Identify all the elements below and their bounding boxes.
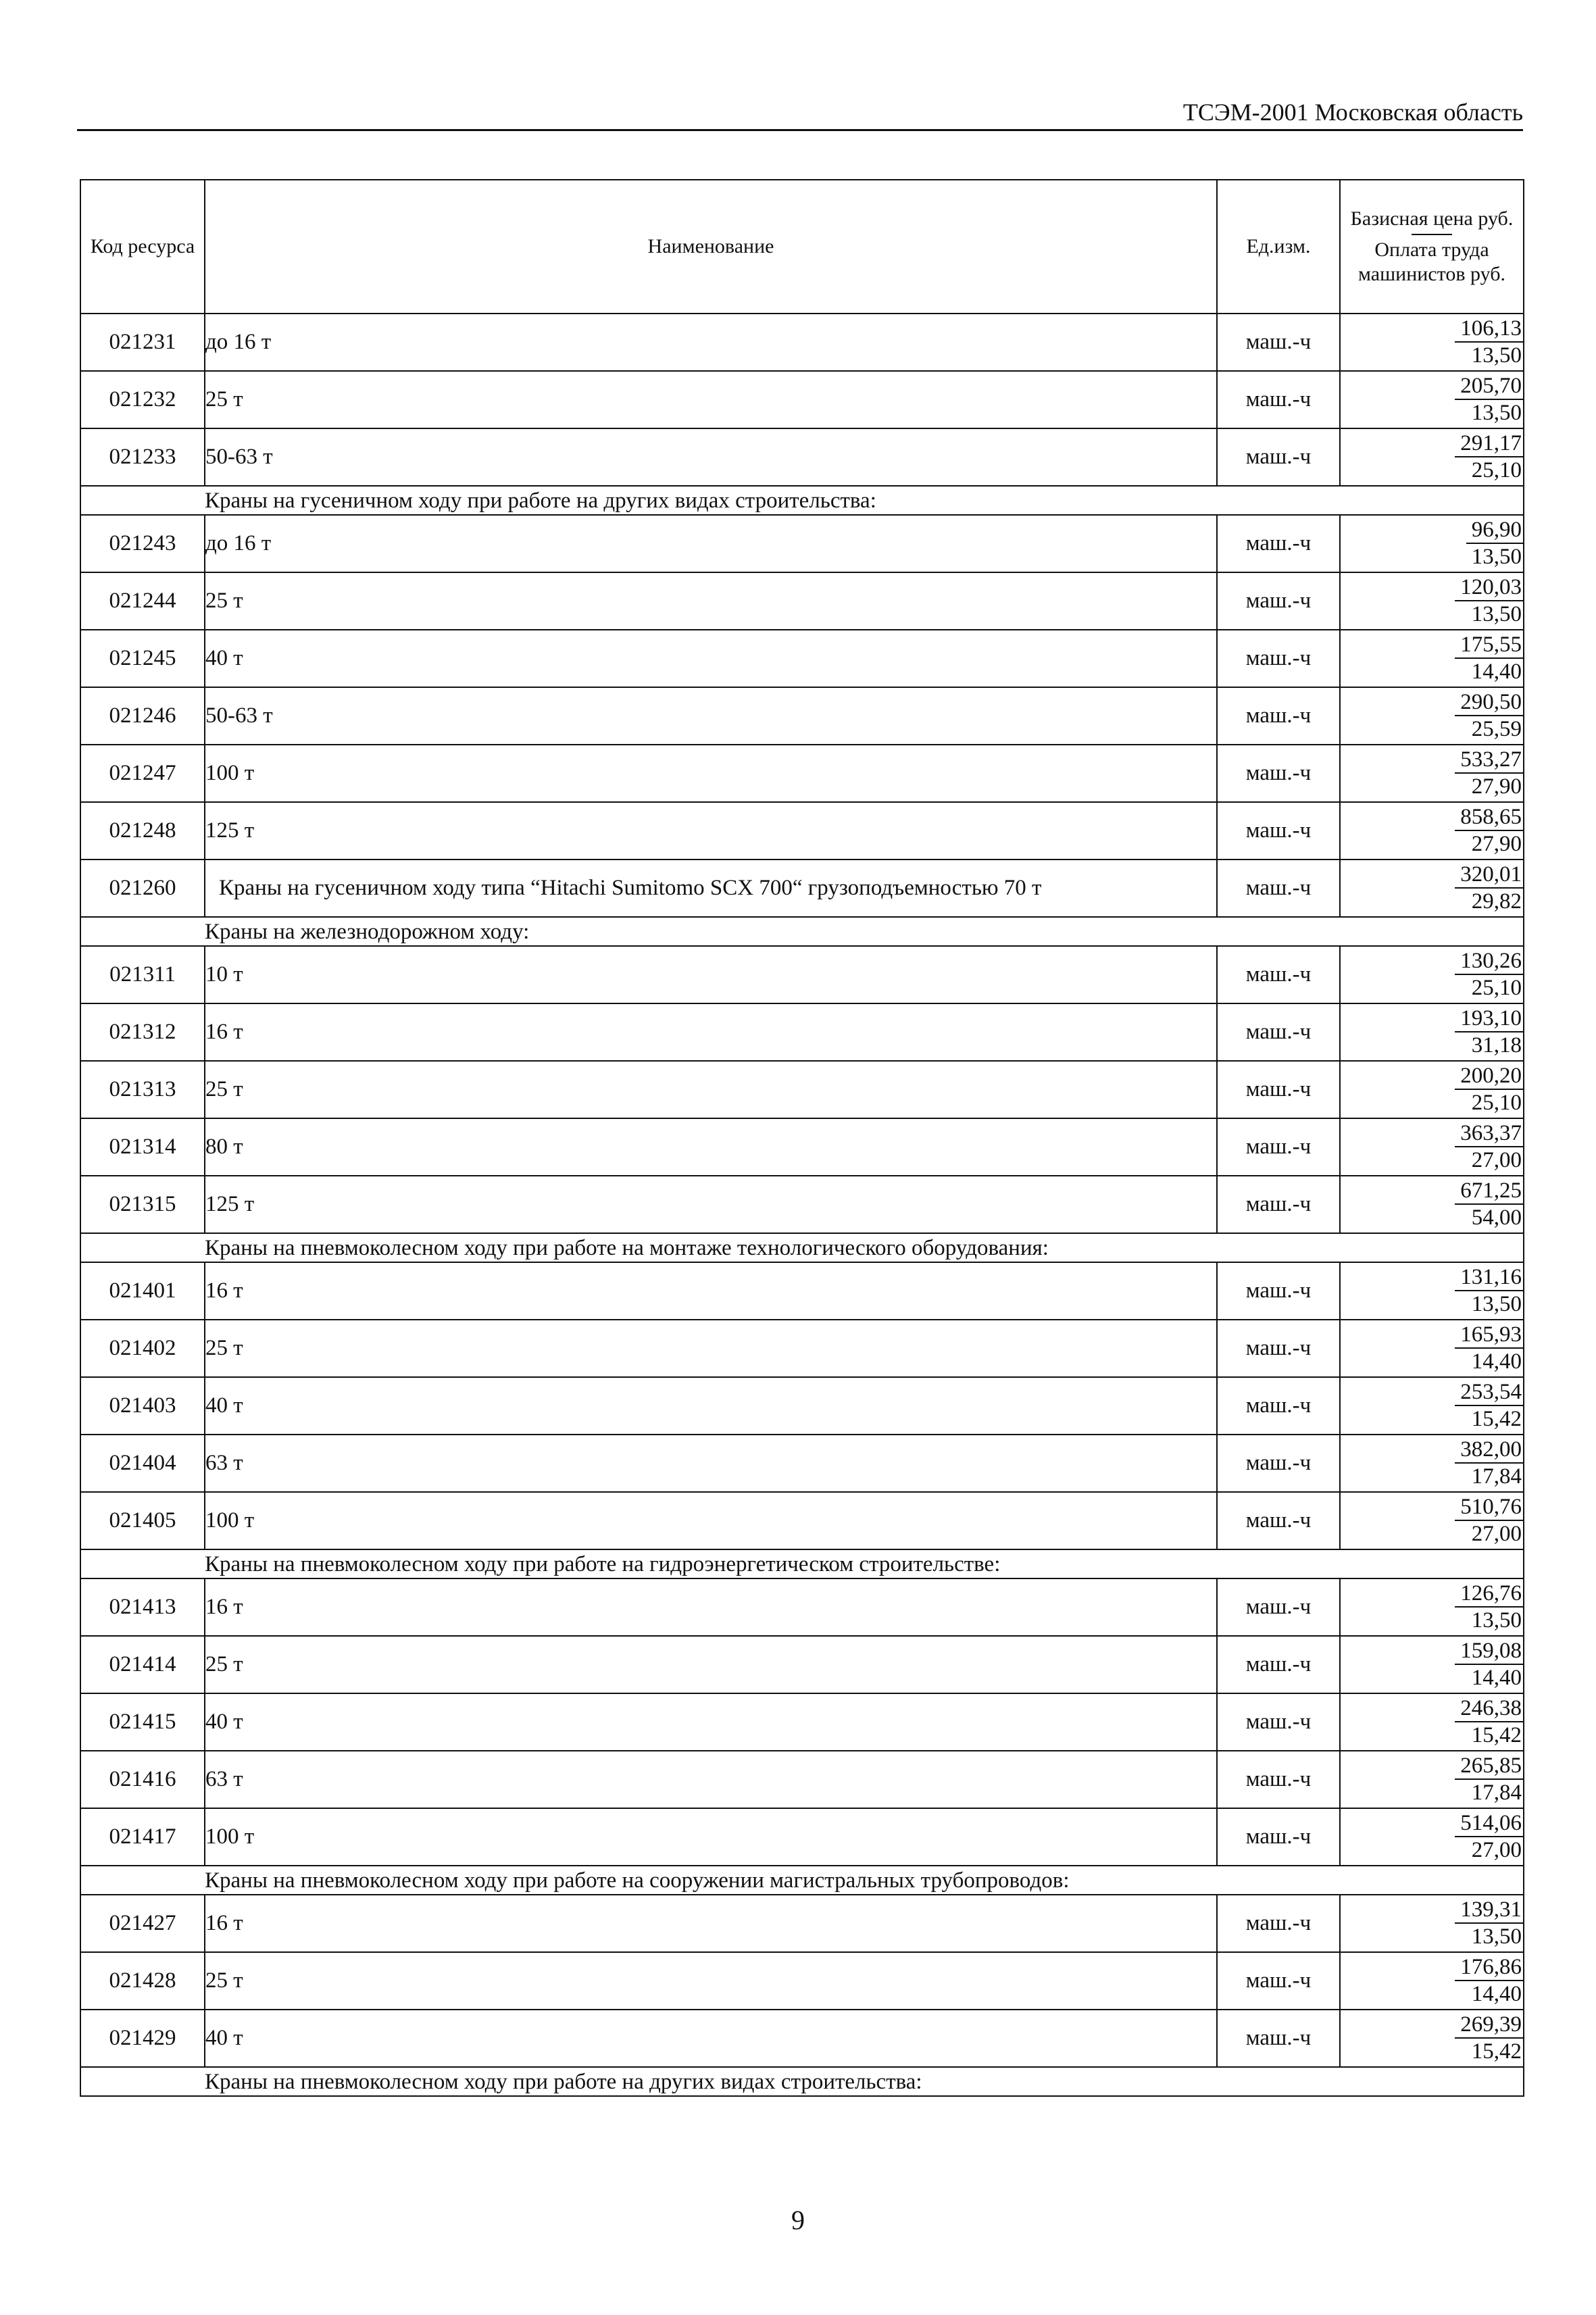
unit-of-measure: маш.-ч (1217, 1377, 1340, 1435)
table-row (80, 1262, 1524, 1320)
table-row (80, 1578, 1524, 1636)
price-cell (1340, 802, 1524, 860)
resource-code: 021427 (80, 1895, 205, 1952)
table-row (80, 428, 1524, 486)
resource-code: 021413 (80, 1578, 205, 1636)
section-heading: Краны на железнодорожном ходу: (205, 917, 1524, 946)
operator-wage: 17,84 (1471, 1781, 1522, 1805)
resource-code: 021232 (80, 371, 205, 428)
base-price: 193,10 (1455, 1006, 1523, 1032)
operator-wage: 15,42 (1471, 2039, 1522, 2064)
price-cell (1340, 314, 1524, 371)
table-row (80, 1693, 1524, 1751)
base-price: 290,50 (1455, 690, 1523, 716)
operator-wage: 13,50 (1471, 1608, 1522, 1633)
unit-of-measure: маш.-ч (1217, 1435, 1340, 1492)
resource-name: 16 т (205, 1262, 1217, 1320)
price-fraction (1455, 575, 1523, 626)
base-price: 246,38 (1455, 1696, 1523, 1722)
price-fraction (1455, 1753, 1523, 1805)
base-price: 165,93 (1455, 1322, 1523, 1349)
resource-name: до 16 т (205, 515, 1217, 572)
section-spacer (80, 1866, 205, 1895)
resource-name: 40 т (205, 1377, 1217, 1435)
unit-of-measure: маш.-ч (1217, 802, 1340, 860)
price-cell (1340, 1320, 1524, 1377)
base-price: 363,37 (1455, 1121, 1523, 1147)
price-cell (1340, 1377, 1524, 1435)
page-header (77, 99, 1523, 131)
table-row (80, 1176, 1524, 1233)
operator-wage: 27,90 (1471, 774, 1522, 799)
operator-wage: 13,50 (1471, 1292, 1522, 1316)
resource-name: 10 т (205, 946, 1217, 1003)
base-price: 131,16 (1455, 1265, 1523, 1291)
operator-wage: 17,84 (1471, 1464, 1522, 1489)
resource-code: 021233 (80, 428, 205, 486)
resource-name: 40 т (205, 1693, 1217, 1751)
resource-name: 50-63 т (205, 687, 1217, 745)
price-fraction (1455, 862, 1523, 914)
resource-code: 021244 (80, 572, 205, 630)
table-row (80, 314, 1524, 371)
price-fraction (1455, 1811, 1523, 1862)
resource-code: 021414 (80, 1636, 205, 1693)
unit-of-measure: маш.-ч (1217, 428, 1340, 486)
section-spacer (80, 1233, 205, 1262)
operator-wage: 14,40 (1471, 1666, 1522, 1690)
base-price: 320,01 (1455, 862, 1523, 889)
table-row (80, 1377, 1524, 1435)
price-fraction (1455, 1696, 1523, 1747)
column-header-price-top: Базисная цена руб. (1350, 207, 1514, 230)
operator-wage: 29,82 (1471, 889, 1522, 914)
resource-name: 25 т (205, 1636, 1217, 1693)
price-cell (1340, 2010, 1524, 2067)
unit-of-measure: маш.-ч (1217, 946, 1340, 1003)
resource-code: 021416 (80, 1751, 205, 1808)
price-fraction (1455, 374, 1523, 425)
base-price: 139,31 (1455, 1897, 1523, 1924)
price-cell (1340, 1808, 1524, 1866)
unit-of-measure: маш.-ч (1217, 515, 1340, 572)
section-row (80, 1549, 1524, 1578)
price-fraction (1455, 1897, 1523, 1949)
resource-code: 021243 (80, 515, 205, 572)
table-row (80, 630, 1524, 687)
section-spacer (80, 917, 205, 946)
table-row (80, 515, 1524, 572)
resource-name: Краны на гусеничном ходу типа “Hitachi Sumitomo SCX 700“ грузоподъемностью 70 т (205, 860, 1217, 917)
section-row (80, 1233, 1524, 1262)
resource-name: 25 т (205, 371, 1217, 428)
resource-code: 021415 (80, 1693, 205, 1751)
price-cell (1340, 1061, 1524, 1118)
table-row (80, 687, 1524, 745)
resource-name: 50-63 т (205, 428, 1217, 486)
table-row (80, 371, 1524, 428)
table-row (80, 745, 1524, 802)
unit-of-measure: маш.-ч (1217, 630, 1340, 687)
base-price: 130,26 (1455, 949, 1523, 975)
document-title: ТСЭМ-2001 Московская область (1182, 99, 1523, 126)
section-heading: Краны на пневмоколесном ходу при работе на гидроэнергетическом строительстве: (205, 1549, 1524, 1578)
base-price: 671,25 (1455, 1178, 1523, 1205)
section-row (80, 917, 1524, 946)
base-price: 205,70 (1455, 374, 1523, 400)
operator-wage: 27,00 (1471, 1148, 1522, 1172)
unit-of-measure: маш.-ч (1217, 1952, 1340, 2010)
table-row (80, 1320, 1524, 1377)
resource-name: 100 т (205, 1808, 1217, 1866)
table-row (80, 946, 1524, 1003)
resource-name: 100 т (205, 745, 1217, 802)
price-cell (1340, 1176, 1524, 1233)
price-fraction (1455, 1495, 1523, 1546)
resource-code: 021245 (80, 630, 205, 687)
operator-wage: 25,10 (1471, 458, 1522, 482)
resource-name: 25 т (205, 1061, 1217, 1118)
price-cell (1340, 1895, 1524, 1952)
price-fraction (1455, 690, 1523, 741)
unit-of-measure: маш.-ч (1217, 745, 1340, 802)
price-cell (1340, 1636, 1524, 1693)
resource-name: 100 т (205, 1492, 1217, 1549)
operator-wage: 15,42 (1471, 1723, 1522, 1747)
column-header-price-bottom: Оплата труда машинистов руб. (1357, 239, 1506, 285)
table-row (80, 802, 1524, 860)
resource-code: 021313 (80, 1061, 205, 1118)
price-fraction (1455, 1064, 1523, 1115)
price-cell (1340, 1952, 1524, 2010)
operator-wage: 15,42 (1471, 1407, 1522, 1431)
base-price: 96,90 (1466, 518, 1523, 544)
section-spacer (80, 486, 205, 515)
resource-name: 63 т (205, 1751, 1217, 1808)
price-fraction (1455, 2012, 1523, 2064)
price-fraction (1455, 1437, 1523, 1489)
base-price: 159,08 (1455, 1639, 1523, 1665)
section-heading: Краны на пневмоколесном ходу при работе на монтаже технологического оборудования: (205, 1233, 1524, 1262)
resource-name: 16 т (205, 1578, 1217, 1636)
table-row (80, 1808, 1524, 1866)
unit-of-measure: маш.-ч (1217, 1320, 1340, 1377)
base-price: 106,13 (1455, 316, 1523, 343)
unit-of-measure: маш.-ч (1217, 2010, 1340, 2067)
resource-name: 40 т (205, 630, 1217, 687)
resource-code: 021403 (80, 1377, 205, 1435)
resource-code: 021429 (80, 2010, 205, 2067)
operator-wage: 14,40 (1471, 1982, 1522, 2006)
price-cell (1340, 1492, 1524, 1549)
unit-of-measure: маш.-ч (1217, 687, 1340, 745)
resource-code: 021402 (80, 1320, 205, 1377)
table-body (80, 314, 1524, 2096)
price-fraction (1455, 747, 1523, 799)
unit-of-measure: маш.-ч (1217, 1003, 1340, 1061)
unit-of-measure: маш.-ч (1217, 1636, 1340, 1693)
price-cell (1340, 572, 1524, 630)
base-price: 858,65 (1455, 805, 1523, 831)
table-row (80, 1435, 1524, 1492)
price-cell (1340, 1003, 1524, 1061)
unit-of-measure: маш.-ч (1217, 1751, 1340, 1808)
resource-code: 021404 (80, 1435, 205, 1492)
price-fraction (1455, 316, 1523, 368)
resource-name: 25 т (205, 1320, 1217, 1377)
price-fraction (1455, 632, 1523, 684)
section-row (80, 486, 1524, 515)
resource-name: 80 т (205, 1118, 1217, 1176)
operator-wage: 13,50 (1471, 602, 1522, 626)
unit-of-measure: маш.-ч (1217, 1693, 1340, 1751)
resource-code: 021247 (80, 745, 205, 802)
resource-name: 25 т (205, 572, 1217, 630)
column-header-name: Наименование (205, 180, 1217, 314)
operator-wage: 14,40 (1471, 659, 1522, 684)
base-price: 514,06 (1455, 1811, 1523, 1837)
price-fraction (1455, 1380, 1523, 1431)
operator-wage: 13,50 (1471, 545, 1522, 569)
table-row (80, 1003, 1524, 1061)
price-fraction (1455, 431, 1523, 482)
price-cell (1340, 687, 1524, 745)
resource-name: 125 т (205, 802, 1217, 860)
resource-code: 021231 (80, 314, 205, 371)
price-fraction (1455, 1121, 1523, 1172)
section-row (80, 2067, 1524, 2096)
operator-wage: 27,00 (1471, 1522, 1522, 1546)
operator-wage: 25,59 (1471, 717, 1522, 741)
price-cell (1340, 371, 1524, 428)
page-number: 9 (791, 2205, 805, 2235)
base-price: 126,76 (1455, 1581, 1523, 1608)
price-fraction (1455, 1639, 1523, 1690)
price-cell (1340, 946, 1524, 1003)
unit-of-measure: маш.-ч (1217, 1176, 1340, 1233)
unit-of-measure: маш.-ч (1217, 1895, 1340, 1952)
operator-wage: 25,10 (1471, 1091, 1522, 1115)
unit-of-measure: маш.-ч (1217, 371, 1340, 428)
table-row (80, 860, 1524, 917)
section-heading: Краны на пневмоколесном ходу при работе на других видах строительства: (205, 2067, 1524, 2096)
base-price: 533,27 (1455, 747, 1523, 774)
operator-wage: 13,50 (1471, 343, 1522, 368)
price-cell (1340, 1118, 1524, 1176)
table-row (80, 2010, 1524, 2067)
price-cell (1340, 1262, 1524, 1320)
resource-name: 125 т (205, 1176, 1217, 1233)
header-divider (1412, 234, 1452, 235)
table-row (80, 572, 1524, 630)
price-fraction (1455, 1265, 1523, 1316)
resource-code: 021311 (80, 946, 205, 1003)
resource-code: 021248 (80, 802, 205, 860)
base-price: 265,85 (1455, 1753, 1523, 1780)
base-price: 120,03 (1455, 575, 1523, 601)
base-price: 253,54 (1455, 1380, 1523, 1406)
unit-of-measure: маш.-ч (1217, 860, 1340, 917)
operator-wage: 14,40 (1471, 1349, 1522, 1374)
resource-code: 021417 (80, 1808, 205, 1866)
price-fraction (1455, 805, 1523, 856)
operator-wage: 27,90 (1471, 832, 1522, 856)
table-row (80, 1751, 1524, 1808)
resource-name: 40 т (205, 2010, 1217, 2067)
base-price: 175,55 (1455, 632, 1523, 659)
unit-of-measure: маш.-ч (1217, 1262, 1340, 1320)
price-cell (1340, 1693, 1524, 1751)
resource-code: 021401 (80, 1262, 205, 1320)
section-heading: Краны на гусеничном ходу при работе на других видах строительства: (205, 486, 1524, 515)
table-row (80, 1952, 1524, 2010)
base-price: 200,20 (1455, 1064, 1523, 1090)
price-cell (1340, 428, 1524, 486)
price-fraction (1455, 1322, 1523, 1374)
base-price: 382,00 (1455, 1437, 1523, 1464)
price-cell (1340, 1578, 1524, 1636)
table-row (80, 1061, 1524, 1118)
column-header-unit: Ед.изм. (1217, 180, 1340, 314)
resource-code: 021312 (80, 1003, 205, 1061)
table-row (80, 1492, 1524, 1549)
operator-wage: 13,50 (1471, 401, 1522, 425)
price-cell (1340, 1435, 1524, 1492)
unit-of-measure: маш.-ч (1217, 572, 1340, 630)
operator-wage: 27,00 (1471, 1838, 1522, 1862)
base-price: 269,39 (1455, 2012, 1523, 2039)
price-fraction (1466, 518, 1523, 569)
section-heading: Краны на пневмоколесном ходу при работе на сооружении магистральных трубопроводов: (205, 1866, 1524, 1895)
resource-code: 021260 (80, 860, 205, 917)
section-spacer (80, 2067, 205, 2096)
operator-wage: 13,50 (1471, 1924, 1522, 1949)
unit-of-measure: маш.-ч (1217, 314, 1340, 371)
price-cell (1340, 515, 1524, 572)
resource-name: 16 т (205, 1003, 1217, 1061)
price-fraction (1455, 1178, 1523, 1230)
base-price: 291,17 (1455, 431, 1523, 457)
resource-code: 021405 (80, 1492, 205, 1549)
column-header-code: Код ресурса (80, 180, 205, 314)
resource-name: 63 т (205, 1435, 1217, 1492)
price-fraction (1455, 949, 1523, 1000)
resource-code: 021428 (80, 1952, 205, 2010)
unit-of-measure: маш.-ч (1217, 1492, 1340, 1549)
section-row (80, 1866, 1524, 1895)
price-cell (1340, 745, 1524, 802)
price-cell (1340, 630, 1524, 687)
price-cell (1340, 860, 1524, 917)
table-row (80, 1636, 1524, 1693)
base-price: 176,86 (1455, 1955, 1523, 1981)
unit-of-measure: маш.-ч (1217, 1808, 1340, 1866)
operator-wage: 25,10 (1471, 976, 1522, 1000)
table-row (80, 1118, 1524, 1176)
price-cell (1340, 1751, 1524, 1808)
resource-name: 25 т (205, 1952, 1217, 2010)
resource-name: до 16 т (205, 314, 1217, 371)
table-row (80, 1895, 1524, 1952)
table-header-row (80, 180, 1524, 314)
unit-of-measure: маш.-ч (1217, 1578, 1340, 1636)
base-price: 510,76 (1455, 1495, 1523, 1521)
resource-name: 16 т (205, 1895, 1217, 1952)
price-fraction (1455, 1955, 1523, 2006)
resource-code: 021246 (80, 687, 205, 745)
column-header-price (1340, 180, 1524, 314)
unit-of-measure: маш.-ч (1217, 1061, 1340, 1118)
unit-of-measure: маш.-ч (1217, 1118, 1340, 1176)
resource-code: 021315 (80, 1176, 205, 1233)
section-spacer (80, 1549, 205, 1578)
price-fraction (1455, 1006, 1523, 1057)
resource-code: 021314 (80, 1118, 205, 1176)
price-fraction (1455, 1581, 1523, 1633)
resource-table (80, 179, 1524, 2097)
operator-wage: 31,18 (1471, 1033, 1522, 1057)
operator-wage: 54,00 (1471, 1205, 1522, 1230)
